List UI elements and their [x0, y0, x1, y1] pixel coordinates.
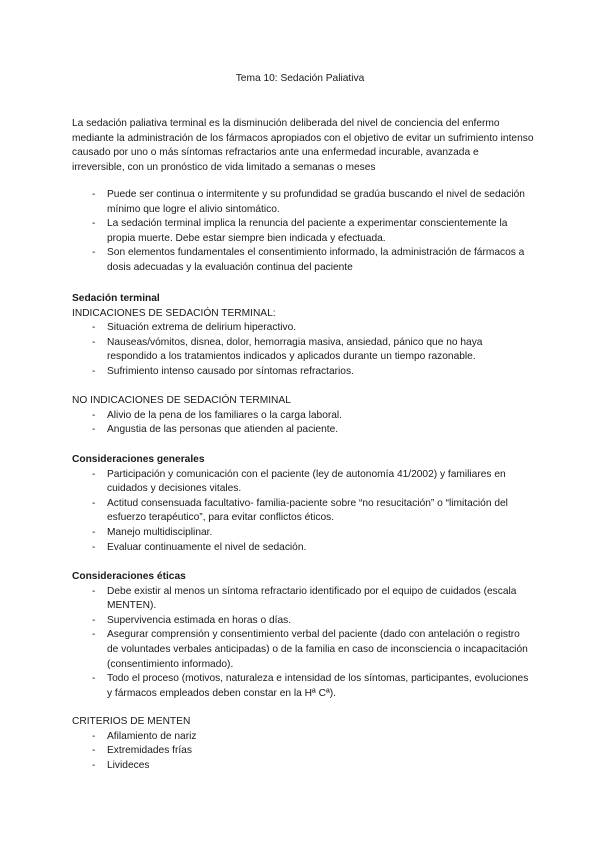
list-item: - Puede ser continua o intermitente y su profundidad se gradúa buscando el nivel de sedación mínimo que logre el alivio sintomático. — [72, 188, 532, 217]
section-consideraciones-eticas — [72, 570, 532, 701]
section-subheading: INDICACIONES DE SEDACIÓN TERMINAL: — [72, 307, 276, 319]
section-heading: CRITERIOS DE MENTEN — [72, 716, 191, 727]
section-criterios-menten — [72, 715, 532, 773]
list-item: - Actitud consensuada facultativo- familia-paciente sobre “no resucitación” o “limitación del esfuerzo terapéutico”, para evitar conflictos éticos. — [72, 497, 532, 526]
list-item: - Evaluar continuamente el nivel de sedación. — [72, 541, 532, 556]
list-item: - Participación y comunicación con el paciente (ley de autonomía 41/2002) y familiares en cuidados y decisiones vitales. — [72, 468, 532, 497]
list-item: - Todo el proceso (motivos, naturaleza e intensidad de los síntomas, participantes, evoluciones y fármacos empleados deben constar en la Hª Cª). — [72, 672, 532, 701]
list-item: - Extremidades frías — [72, 744, 532, 759]
list-item: - Sufrimiento intenso causado por síntomas refractarios. — [72, 365, 532, 380]
list-item: - Debe existir al menos un síntoma refractario identificado por el equipo de cuidados (escala MENTEN). — [72, 585, 532, 614]
section-no-indicaciones — [72, 394, 532, 438]
menten-list — [72, 730, 532, 774]
list-item: - Son elementos fundamentales el consentimiento informado, la administración de fármacos a dosis adecuadas y la evaluación continua del paciente — [72, 246, 532, 275]
list-item: - Situación extrema de delirium hiperactivo. — [72, 321, 532, 336]
list-item: - Afilamiento de nariz — [72, 730, 532, 745]
intro-list-block — [72, 188, 532, 276]
indicaciones-list — [72, 321, 532, 379]
list-item: - Nauseas/vómitos, disnea, dolor, hemorragia masiva, ansiedad, pánico que no haya respondido a los tratamientos indicados y aplicados durante un tiempo razonable. — [72, 336, 532, 365]
list-item: - Angustia de las personas que atienden al paciente. — [72, 423, 532, 438]
no-indicaciones-list — [72, 409, 532, 438]
section-sedacion-terminal — [72, 292, 532, 380]
section-heading: Consideraciones generales — [72, 454, 205, 465]
section-heading: Consideraciones éticas — [72, 571, 186, 582]
list-item: - Manejo multidisciplinar. — [72, 526, 532, 541]
section-consideraciones-generales — [72, 453, 532, 555]
list-item: - Asegurar comprensión y consentimiento verbal del paciente (dado con antelación o registro de voluntades verbales anticipadas) o de la familia en caso de inconsciencia o incapacitación (consentimiento informado). — [72, 628, 532, 672]
section-heading: NO INDICACIONES DE SEDACIÓN TERMINAL — [72, 395, 291, 406]
intro-list — [72, 188, 532, 276]
eticas-list — [72, 585, 532, 702]
generales-list — [72, 468, 532, 556]
list-item: - Livideces — [72, 759, 532, 774]
page-title: Tema 10: Sedación Paliativa — [235, 73, 365, 84]
list-item: - Supervivencia estimada en horas o días. — [72, 614, 532, 629]
list-item: - Alivio de la pena de los familiares o la carga laboral. — [72, 409, 532, 424]
section-heading: Sedación terminal — [72, 293, 160, 304]
intro-paragraph: La sedación paliativa terminal es la disminución deliberada del nivel de conciencia del enfermo mediante la administración de los fármacos apropiados con el objetivo de evitar un sufrimiento intenso causado por uno o más síntomas refractarios ante una enfermedad incurable, avanzada e irreversible, con un pronóstico de vida limitado a semanas o meses — [72, 118, 534, 173]
list-item: - La sedación terminal implica la renuncia del paciente a experimentar conscientemente la propia muerte. Debe estar siempre bien indicada y efectuada. — [72, 217, 532, 246]
